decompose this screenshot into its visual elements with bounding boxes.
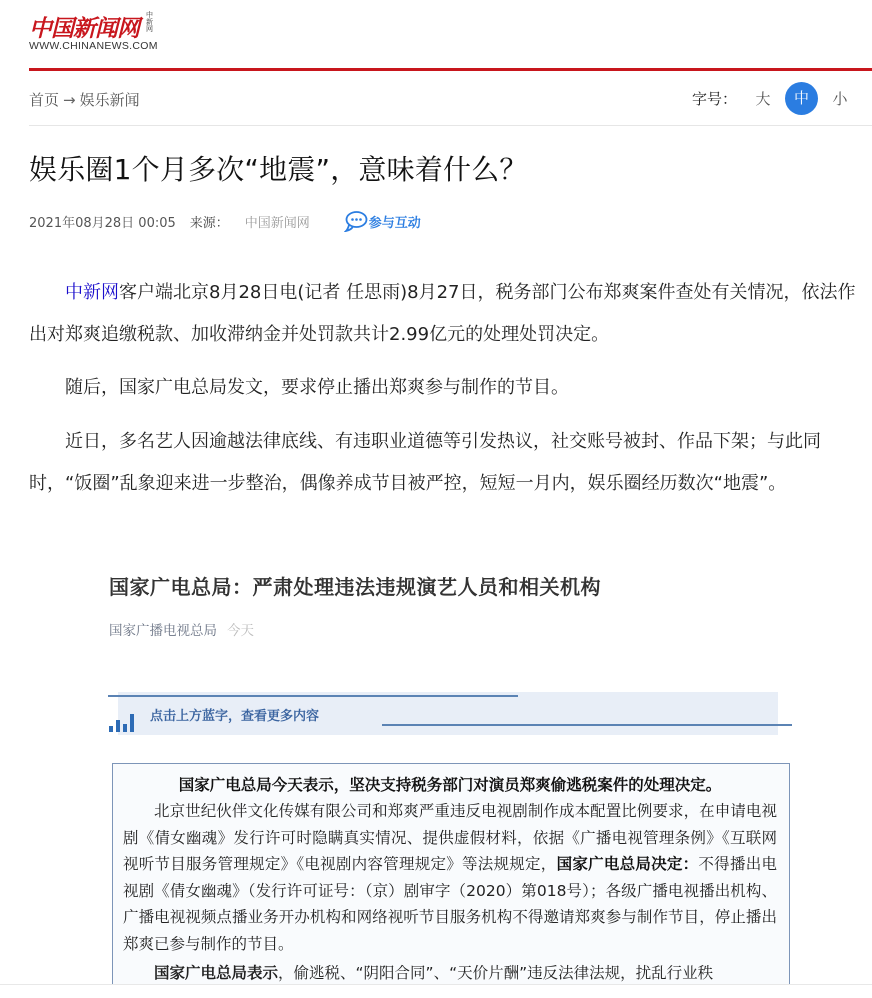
banner-line [382,724,792,726]
signal-bars-icon [109,712,139,732]
article-meta [29,210,421,232]
article-title: 娱乐圈1个月多次“地震”，意味着什么？ [29,153,528,186]
chat-bubble-icon [344,210,368,232]
notice-text: 不得播出电视剧《倩女幽魂》（发行许可证号：（京）剧审字（2020）第018号）；各级广播电视播出机构、广播电视视频点播业务开办机构和网络视听节目服务机构不得邀请郑爽参与制作节目，停止播出郑爽已参与制作的节目。 [123,855,777,953]
breadcrumb-home-link[interactable]: 首页 [29,91,60,109]
font-size-small-button[interactable]: 小 [832,90,848,108]
font-size-large-button[interactable]: 大 [755,90,771,108]
interact-button[interactable] [344,210,421,232]
font-size-medium-button[interactable]: 中 [785,82,818,115]
site-logo[interactable] [29,10,169,50]
header-divider [29,68,872,71]
breadcrumb [29,89,140,110]
article-paragraph [29,272,859,356]
notice-box [112,763,790,998]
notice-bold-text: 国家广电总局决定： [556,855,699,873]
logo-chinese-text: 中国新闻网 [29,15,139,42]
image-headline: 国家广电总局：严肃处理违法违规演艺人员和相关机构 [109,575,601,599]
breadcrumb-bar [29,80,872,126]
page-bottom-edge [0,984,872,998]
logo-side-text: 中新网 [146,11,153,33]
source-name: 中国新闻网 [244,215,310,231]
notice-bold-text: 国家广电总局表示 [154,964,279,982]
banner-line [108,695,518,697]
article-datetime: 2021年08月28日 00:05 [29,215,176,231]
logo-url-text: WWW.CHINANEWS.COM [29,40,158,52]
article-paragraph: 近日，多名艺人因逾越法律底线、有违职业道德等引发热议，社交账号被封、作品下架；与此同时，“饭圈”乱象迎来进一步整治，偶像养成节目被严控，短短一月内，娱乐圈经历数次“地震”。 [29,431,821,494]
breadcrumb-section-link[interactable]: 娱乐新闻 [79,91,140,109]
article-paragraph: 随后，国家广电总局发文，要求停止播出郑爽参与制作的节目。 [65,377,569,398]
follow-banner-text: 点击上方蓝字，查看更多内容 [150,709,320,724]
interact-label: 参与互动 [368,215,421,231]
breadcrumb-arrow-icon: → [63,91,76,109]
notice-text: ，偷逃税、“阴阳合同”、“天价片酬”违反法律法规，扰乱行业秩 [278,964,714,982]
image-account-name: 国家广播电视总局 [109,623,217,639]
paragraph-text: 客户端北京8月28日电(记者 任思雨)8月27日，税务部门公布郑爽案件查处有关情况，依法作出对郑爽追缴税款、加收滞纳金并处罚款共计2.99亿元的处理处罚决定。 [29,282,856,345]
image-meta [109,619,254,639]
chinanews-link[interactable]: 中新网 [65,282,119,303]
article-image [98,555,798,998]
notice-text: 北京世纪伙伴文化传媒有限公司和郑爽严重违反电视剧制作成本配置比例要求，在申请电视剧《倩女幽魂》发行许可时隐瞒真实情况、提供虚假材料，依据《广播电视管理条例》《互联网视听节目服务管理规定》《电视剧内容管理规定》等法规规定， [123,802,777,873]
notice-heading: 国家广电总局今天表示，坚决支持税务部门对演员郑爽偷逃税案件的处理决定。 [178,776,722,794]
image-time: 今天 [227,623,254,639]
notice-body-2 [123,960,777,987]
font-size-label: 字号： [691,90,737,108]
source-label: 来源： [189,215,229,231]
font-size-switcher [692,82,852,115]
notice-body [123,798,777,957]
